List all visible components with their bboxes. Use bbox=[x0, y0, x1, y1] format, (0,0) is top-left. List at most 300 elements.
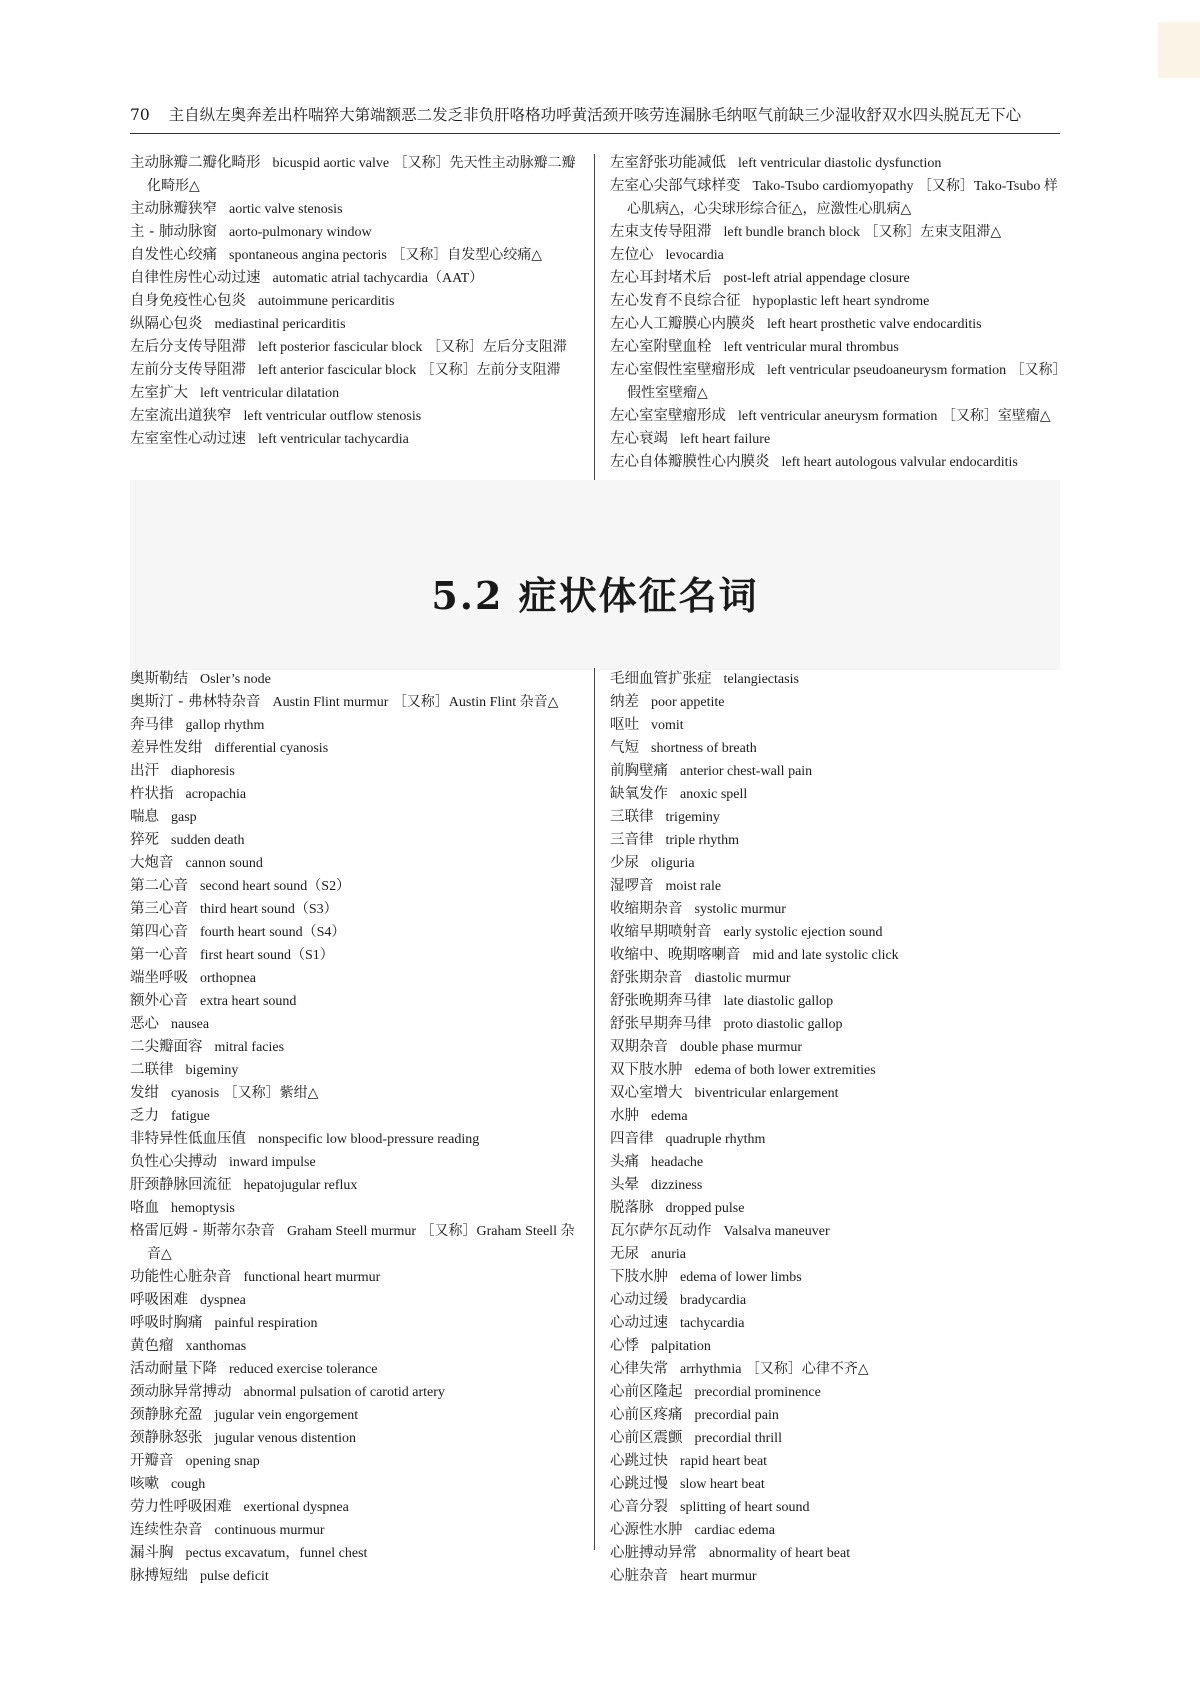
term-entry bbox=[130, 198, 582, 221]
term-chinese: 主动脉瓣二瓣化畸形 bbox=[130, 155, 261, 171]
term-chinese: 舒张期杂音 bbox=[610, 970, 683, 986]
term-chinese: 奥斯汀 - 弗林特杂音 bbox=[130, 694, 261, 710]
term-entry bbox=[610, 829, 1060, 852]
term-english: third heart sound（S3） bbox=[200, 902, 338, 917]
term-entry bbox=[610, 1427, 1060, 1450]
term-english: splitting of heart sound bbox=[680, 1500, 810, 1515]
term-chinese: 第二心音 bbox=[130, 878, 188, 894]
term-entry bbox=[130, 359, 582, 382]
term-chinese: 心动过缓 bbox=[610, 1292, 668, 1308]
term-entry bbox=[610, 1013, 1060, 1036]
term-english: gasp bbox=[171, 810, 197, 825]
term-chinese: 左位心 bbox=[610, 247, 654, 263]
term-english: Graham Steell murmur bbox=[286, 1224, 417, 1239]
term-english: slow heart beat bbox=[680, 1477, 765, 1492]
bottom-right-column bbox=[610, 668, 1060, 1588]
term-alias: ［又称］Tako-Tsubo 样心肌病△，心尖球形综合征△，应激性心肌病△ bbox=[627, 179, 1058, 217]
term-chinese: 颈动脉异常搏动 bbox=[130, 1384, 232, 1400]
term-english: first heart sound（S1） bbox=[200, 948, 334, 963]
term-english: edema of lower limbs bbox=[680, 1270, 802, 1285]
term-english: Tako-Tsubo cardiomyopathy bbox=[752, 179, 914, 194]
term-alias: ［又称］左束支阻滞△ bbox=[864, 225, 1002, 240]
term-entry bbox=[130, 382, 582, 405]
term-chinese: 瓦尔萨尔瓦动作 bbox=[610, 1223, 712, 1239]
term-chinese: 纳差 bbox=[610, 694, 639, 710]
term-english: abnormality of heart beat bbox=[709, 1546, 851, 1561]
term-english: opening snap bbox=[185, 1454, 260, 1469]
term-entry bbox=[130, 313, 582, 336]
term-english: painful respiration bbox=[214, 1316, 318, 1331]
term-entry bbox=[130, 714, 582, 737]
term-chinese: 左心发育不良综合征 bbox=[610, 293, 741, 309]
term-alias: ［又称］左前分支阻滞 bbox=[420, 363, 561, 378]
term-entry bbox=[130, 152, 582, 198]
term-entry bbox=[610, 806, 1060, 829]
term-english: jugular venous distention bbox=[214, 1431, 357, 1446]
term-chinese: 呼吸时胸痛 bbox=[130, 1315, 203, 1331]
term-alias: ［又称］假性室壁瘤△ bbox=[627, 363, 1060, 401]
term-english: functional heart murmur bbox=[243, 1270, 381, 1285]
term-entry bbox=[610, 668, 1060, 691]
term-entry bbox=[130, 336, 582, 359]
term-entry bbox=[130, 405, 582, 428]
term-entry bbox=[610, 152, 1060, 175]
term-entry bbox=[610, 175, 1060, 221]
term-chinese: 猝死 bbox=[130, 832, 159, 848]
term-entry bbox=[130, 898, 582, 921]
term-entry bbox=[130, 875, 582, 898]
term-english: Valsalva maneuver bbox=[723, 1224, 830, 1239]
term-english: extra heart sound bbox=[200, 994, 297, 1009]
term-entry bbox=[130, 1450, 582, 1473]
term-chinese: 非特异性低血压值 bbox=[130, 1131, 246, 1147]
term-chinese: 出汗 bbox=[130, 763, 159, 779]
term-entry bbox=[130, 1220, 582, 1266]
term-entry bbox=[130, 990, 582, 1013]
term-chinese: 左心室室壁瘤形成 bbox=[610, 408, 726, 424]
term-chinese: 自身免疫性心包炎 bbox=[130, 293, 246, 309]
term-chinese: 功能性心脏杂音 bbox=[130, 1269, 232, 1285]
term-english: cardiac edema bbox=[694, 1523, 775, 1538]
term-entry bbox=[610, 898, 1060, 921]
term-english: sudden death bbox=[171, 833, 245, 848]
term-chinese: 左室心尖部气球样变 bbox=[610, 178, 741, 194]
term-chinese: 心动过速 bbox=[610, 1315, 668, 1331]
term-entry bbox=[130, 1542, 582, 1565]
term-alias: ［又称］自发型心绞痛△ bbox=[391, 248, 543, 263]
term-english: second heart sound（S2） bbox=[200, 879, 351, 894]
term-alias: ［又称］Austin Flint 杂音△ bbox=[392, 695, 559, 710]
term-chinese: 差异性发绀 bbox=[130, 740, 203, 756]
term-english: proto diastolic gallop bbox=[723, 1017, 843, 1032]
term-english: poor appetite bbox=[651, 695, 725, 710]
term-chinese: 心跳过慢 bbox=[610, 1476, 668, 1492]
term-english: left ventricular aneurysm formation bbox=[738, 409, 938, 424]
term-chinese: 二联律 bbox=[130, 1062, 174, 1078]
term-entry bbox=[610, 967, 1060, 990]
term-entry bbox=[610, 875, 1060, 898]
term-english: exertional dyspnea bbox=[243, 1500, 349, 1515]
term-entry bbox=[610, 1473, 1060, 1496]
term-chinese: 大炮音 bbox=[130, 855, 174, 871]
term-chinese: 心前区疼痛 bbox=[610, 1407, 683, 1423]
term-chinese: 心悸 bbox=[610, 1338, 639, 1354]
running-header bbox=[130, 103, 1060, 125]
term-english: biventricular enlargement bbox=[694, 1086, 839, 1101]
term-entry bbox=[610, 944, 1060, 967]
term-english: xanthomas bbox=[185, 1339, 247, 1354]
term-entry bbox=[610, 1105, 1060, 1128]
term-chinese: 心前区震颤 bbox=[610, 1430, 683, 1446]
term-entry bbox=[130, 1151, 582, 1174]
term-english: differential cyanosis bbox=[214, 741, 329, 756]
term-entry bbox=[610, 1519, 1060, 1542]
term-chinese: 纵隔心包炎 bbox=[130, 316, 203, 332]
term-english: vomit bbox=[651, 718, 684, 733]
term-english: diastolic murmur bbox=[694, 971, 791, 986]
term-english: bicuspid aortic valve bbox=[272, 156, 390, 171]
header-rule bbox=[130, 133, 1060, 134]
term-english: pectus excavatum，funnel chest bbox=[185, 1546, 368, 1561]
term-entry bbox=[130, 737, 582, 760]
term-english: automatic atrial tachycardia（AAT） bbox=[272, 271, 484, 286]
term-english: heart murmur bbox=[680, 1569, 757, 1584]
term-chinese: 左心室附壁血栓 bbox=[610, 339, 712, 355]
term-entry bbox=[610, 1542, 1060, 1565]
term-english: jugular vein engorgement bbox=[214, 1408, 359, 1423]
term-entry bbox=[130, 668, 582, 691]
term-english: reduced exercise tolerance bbox=[229, 1362, 378, 1377]
term-english: levocardia bbox=[665, 248, 724, 263]
term-chinese: 负性心尖搏动 bbox=[130, 1154, 217, 1170]
term-english: diaphoresis bbox=[171, 764, 235, 779]
term-english: telangiectasis bbox=[723, 672, 799, 687]
term-english: anterior chest-wall pain bbox=[680, 764, 813, 779]
term-entry bbox=[130, 1105, 582, 1128]
term-entry bbox=[130, 1266, 582, 1289]
term-chinese: 恶心 bbox=[130, 1016, 159, 1032]
term-entry bbox=[130, 1128, 582, 1151]
term-english: precordial prominence bbox=[694, 1385, 821, 1400]
term-alias: ［又称］左后分支阻滞 bbox=[426, 340, 567, 355]
term-chinese: 双下肢水肿 bbox=[610, 1062, 683, 1078]
term-entry bbox=[610, 1404, 1060, 1427]
term-chinese: 咯血 bbox=[130, 1200, 159, 1216]
term-chinese: 双期杂音 bbox=[610, 1039, 668, 1055]
running-header-text: 主自纵左奥奔差出杵喘猝大第端额恶二发乏非负肝咯格功呼黄活颈开咳劳连漏脉毛纳呕气前缺三少湿收舒双水四头脱瓦无下心 bbox=[168, 106, 1022, 124]
term-entry bbox=[130, 1312, 582, 1335]
term-entry bbox=[130, 1427, 582, 1450]
term-entry bbox=[130, 760, 582, 783]
term-entry bbox=[610, 451, 1060, 474]
term-entry bbox=[610, 221, 1060, 244]
term-chinese: 乏力 bbox=[130, 1108, 159, 1124]
term-english: spontaneous angina pectoris bbox=[229, 248, 387, 263]
term-chinese: 左后分支传导阻滞 bbox=[130, 339, 246, 355]
term-english: early systolic ejection sound bbox=[723, 925, 883, 940]
term-english: bradycardia bbox=[680, 1293, 747, 1308]
term-entry bbox=[610, 737, 1060, 760]
term-chinese: 舒张早期奔马律 bbox=[610, 1016, 712, 1032]
term-chinese: 左束支传导阻滞 bbox=[610, 224, 712, 240]
term-chinese: 左心自体瓣膜性心内膜炎 bbox=[610, 454, 770, 470]
term-chinese: 左心耳封堵术后 bbox=[610, 270, 712, 286]
column-divider-bottom bbox=[594, 668, 595, 1550]
term-entry bbox=[130, 221, 582, 244]
term-entry bbox=[130, 428, 582, 451]
term-english: left ventricular pseudoaneurysm formation bbox=[767, 363, 1007, 378]
term-chinese: 三音律 bbox=[610, 832, 654, 848]
term-alias: ［又称］Graham Steell 杂音△ bbox=[147, 1224, 575, 1262]
term-chinese: 湿啰音 bbox=[610, 878, 654, 894]
term-entry bbox=[610, 1243, 1060, 1266]
top-left-column bbox=[130, 152, 582, 451]
term-entry bbox=[130, 1335, 582, 1358]
term-chinese: 奥斯勒结 bbox=[130, 671, 188, 687]
term-entry bbox=[130, 852, 582, 875]
term-english: acropachia bbox=[185, 787, 247, 802]
term-english: left heart failure bbox=[680, 432, 771, 447]
term-english: left anterior fascicular block bbox=[258, 363, 417, 378]
term-english: fatigue bbox=[171, 1109, 210, 1124]
term-english: left posterior fascicular block bbox=[258, 340, 423, 355]
section-title: 5.2 症状体征名词 bbox=[431, 573, 759, 618]
term-chinese: 脱落脉 bbox=[610, 1200, 654, 1216]
term-english: triple rhythm bbox=[665, 833, 739, 848]
term-chinese: 第三心音 bbox=[130, 901, 188, 917]
term-english: anoxic spell bbox=[680, 787, 748, 802]
term-english: edema bbox=[651, 1109, 688, 1124]
term-chinese: 二尖瓣面容 bbox=[130, 1039, 203, 1055]
term-english: cyanosis bbox=[171, 1086, 220, 1101]
term-entry bbox=[130, 1197, 582, 1220]
term-chinese: 下肢水肿 bbox=[610, 1269, 668, 1285]
term-chinese: 脉搏短绌 bbox=[130, 1568, 188, 1584]
term-chinese: 左室室性心动过速 bbox=[130, 431, 246, 447]
term-english: gallop rhythm bbox=[185, 718, 265, 733]
term-alias: ［又称］室壁瘤△ bbox=[941, 409, 1051, 424]
term-entry bbox=[610, 783, 1060, 806]
term-entry bbox=[610, 1220, 1060, 1243]
term-english: mid and late systolic click bbox=[752, 948, 899, 963]
term-english: trigeminy bbox=[665, 810, 720, 825]
term-entry bbox=[130, 1082, 582, 1105]
term-english: quadruple rhythm bbox=[665, 1132, 766, 1147]
term-chinese: 左心衰竭 bbox=[610, 431, 668, 447]
term-chinese: 收缩早期喷射音 bbox=[610, 924, 712, 940]
term-english: oliguria bbox=[651, 856, 695, 871]
term-english: aortic valve stenosis bbox=[229, 202, 343, 217]
term-chinese: 左心人工瓣膜心内膜炎 bbox=[610, 316, 755, 332]
term-chinese: 奔马律 bbox=[130, 717, 174, 733]
term-entry bbox=[610, 1082, 1060, 1105]
term-entry bbox=[610, 1036, 1060, 1059]
term-english: cannon sound bbox=[185, 856, 263, 871]
term-chinese: 额外心音 bbox=[130, 993, 188, 1009]
term-english: late diastolic gallop bbox=[723, 994, 834, 1009]
term-chinese: 心源性水肿 bbox=[610, 1522, 683, 1538]
term-entry bbox=[610, 760, 1060, 783]
term-english: double phase murmur bbox=[680, 1040, 803, 1055]
term-chinese: 双心室增大 bbox=[610, 1085, 683, 1101]
term-entry bbox=[130, 1059, 582, 1082]
term-english: Austin Flint murmur bbox=[272, 695, 389, 710]
term-entry bbox=[610, 428, 1060, 451]
term-entry bbox=[130, 1174, 582, 1197]
term-entry bbox=[610, 267, 1060, 290]
term-chinese: 呕吐 bbox=[610, 717, 639, 733]
term-chinese: 活动耐量下降 bbox=[130, 1361, 217, 1377]
term-english: left bundle branch block bbox=[723, 225, 860, 240]
term-english: Osler’s node bbox=[200, 672, 271, 687]
term-chinese: 心前区隆起 bbox=[610, 1384, 683, 1400]
term-chinese: 前胸壁痛 bbox=[610, 763, 668, 779]
term-chinese: 头晕 bbox=[610, 1177, 639, 1193]
term-english: dyspnea bbox=[200, 1293, 246, 1308]
term-chinese: 心脏杂音 bbox=[610, 1568, 668, 1584]
term-chinese: 杵状指 bbox=[130, 786, 174, 802]
term-entry bbox=[610, 1496, 1060, 1519]
term-chinese: 喘息 bbox=[130, 809, 159, 825]
term-entry bbox=[610, 714, 1060, 737]
term-chinese: 水肿 bbox=[610, 1108, 639, 1124]
term-entry bbox=[130, 267, 582, 290]
term-chinese: 四音律 bbox=[610, 1131, 654, 1147]
term-chinese: 劳力性呼吸困难 bbox=[130, 1499, 232, 1515]
page-corner-tab bbox=[1158, 22, 1200, 78]
term-entry bbox=[610, 990, 1060, 1013]
term-english: precordial pain bbox=[694, 1408, 779, 1423]
term-chinese: 连续性杂音 bbox=[130, 1522, 203, 1538]
term-entry bbox=[610, 1335, 1060, 1358]
term-english: moist rale bbox=[665, 879, 722, 894]
term-chinese: 收缩中、晚期喀喇音 bbox=[610, 947, 741, 963]
term-english: orthopnea bbox=[200, 971, 256, 986]
term-entry bbox=[610, 313, 1060, 336]
term-english: continuous murmur bbox=[214, 1523, 325, 1538]
term-entry bbox=[130, 290, 582, 313]
term-chinese: 左室流出道狭窄 bbox=[130, 408, 232, 424]
term-entry bbox=[130, 1381, 582, 1404]
term-chinese: 自发性心绞痛 bbox=[130, 247, 217, 263]
term-english: inward impulse bbox=[229, 1155, 316, 1170]
term-english: rapid heart beat bbox=[680, 1454, 768, 1469]
term-chinese: 主 - 肺动脉窗 bbox=[130, 224, 217, 240]
term-chinese: 三联律 bbox=[610, 809, 654, 825]
term-english: nonspecific low blood-pressure reading bbox=[258, 1132, 480, 1147]
term-chinese: 心跳过快 bbox=[610, 1453, 668, 1469]
term-english: precordial thrill bbox=[694, 1431, 782, 1446]
term-english: palpitation bbox=[651, 1339, 711, 1354]
term-entry bbox=[130, 829, 582, 852]
term-chinese: 颈静脉怒张 bbox=[130, 1430, 203, 1446]
term-chinese: 自律性房性心动过速 bbox=[130, 270, 261, 286]
term-english: abnormal pulsation of carotid artery bbox=[243, 1385, 445, 1400]
term-english: bigeminy bbox=[185, 1063, 239, 1078]
term-chinese: 开瓣音 bbox=[130, 1453, 174, 1469]
term-english: tachycardia bbox=[680, 1316, 745, 1331]
term-english: left heart autologous valvular endocarditis bbox=[781, 455, 1018, 470]
term-english: edema of both lower extremities bbox=[694, 1063, 876, 1078]
term-chinese: 左室舒张功能减低 bbox=[610, 155, 726, 171]
term-chinese: 端坐呼吸 bbox=[130, 970, 188, 986]
term-chinese: 左心室假性室壁瘤形成 bbox=[610, 362, 755, 378]
term-entry bbox=[610, 1565, 1060, 1588]
term-entry bbox=[610, 1059, 1060, 1082]
term-english: cough bbox=[171, 1477, 206, 1492]
term-entry bbox=[130, 1289, 582, 1312]
term-entry bbox=[610, 290, 1060, 313]
term-entry bbox=[130, 1036, 582, 1059]
term-entry bbox=[610, 921, 1060, 944]
term-english: aorto-pulmonary window bbox=[228, 225, 372, 240]
term-english: left ventricular mural thrombus bbox=[723, 340, 899, 355]
term-entry bbox=[130, 944, 582, 967]
term-entry bbox=[130, 1404, 582, 1427]
term-chinese: 缺氧发作 bbox=[610, 786, 668, 802]
column-divider-top bbox=[594, 154, 595, 480]
term-english: hemoptysis bbox=[171, 1201, 235, 1216]
term-english: left heart prosthetic valve endocarditis bbox=[767, 317, 982, 332]
term-chinese: 舒张晚期奔马律 bbox=[610, 993, 712, 1009]
term-chinese: 心律失常 bbox=[610, 1361, 668, 1377]
term-chinese: 毛细血管扩张症 bbox=[610, 671, 712, 687]
term-entry bbox=[610, 691, 1060, 714]
term-entry bbox=[130, 1565, 582, 1588]
term-english: dropped pulse bbox=[665, 1201, 745, 1216]
term-english: hepatojugular reflux bbox=[243, 1178, 358, 1193]
term-alias: ［又称］紫绀△ bbox=[223, 1086, 319, 1101]
term-english: shortness of breath bbox=[651, 741, 757, 756]
term-chinese: 第一心音 bbox=[130, 947, 188, 963]
term-entry bbox=[610, 1289, 1060, 1312]
term-entry bbox=[130, 244, 582, 267]
term-chinese: 头痛 bbox=[610, 1154, 639, 1170]
term-english: left ventricular dilatation bbox=[200, 386, 340, 401]
term-chinese: 漏斗胸 bbox=[130, 1545, 174, 1561]
term-chinese: 心音分裂 bbox=[610, 1499, 668, 1515]
page-number: 70 bbox=[130, 106, 150, 124]
term-chinese: 左室扩大 bbox=[130, 385, 188, 401]
term-entry bbox=[610, 852, 1060, 875]
term-entry bbox=[610, 359, 1060, 405]
term-english: hypoplastic left heart syndrome bbox=[752, 294, 930, 309]
term-chinese: 少尿 bbox=[610, 855, 639, 871]
term-entry bbox=[130, 691, 582, 714]
term-english: systolic murmur bbox=[694, 902, 786, 917]
term-entry bbox=[610, 1450, 1060, 1473]
term-entry bbox=[610, 1174, 1060, 1197]
term-entry bbox=[610, 1312, 1060, 1335]
term-english: left ventricular diastolic dysfunction bbox=[738, 156, 942, 171]
term-alias: ［又称］心律不齐△ bbox=[745, 1362, 869, 1377]
term-english: post-left atrial appendage closure bbox=[723, 271, 910, 286]
term-entry bbox=[130, 1013, 582, 1036]
term-entry bbox=[130, 967, 582, 990]
term-entry bbox=[610, 405, 1060, 428]
term-english: mitral facies bbox=[214, 1040, 285, 1055]
term-chinese: 呼吸困难 bbox=[130, 1292, 188, 1308]
term-entry bbox=[610, 1151, 1060, 1174]
term-entry bbox=[130, 1473, 582, 1496]
top-right-column bbox=[610, 152, 1060, 474]
term-entry bbox=[130, 1519, 582, 1542]
term-entry bbox=[610, 1128, 1060, 1151]
term-chinese: 左前分支传导阻滞 bbox=[130, 362, 246, 378]
term-english: arrhythmia bbox=[680, 1362, 742, 1377]
term-english: pulse deficit bbox=[200, 1569, 269, 1584]
term-alias: ［又称］先天性主动脉瓣二瓣化畸形△ bbox=[147, 156, 576, 194]
